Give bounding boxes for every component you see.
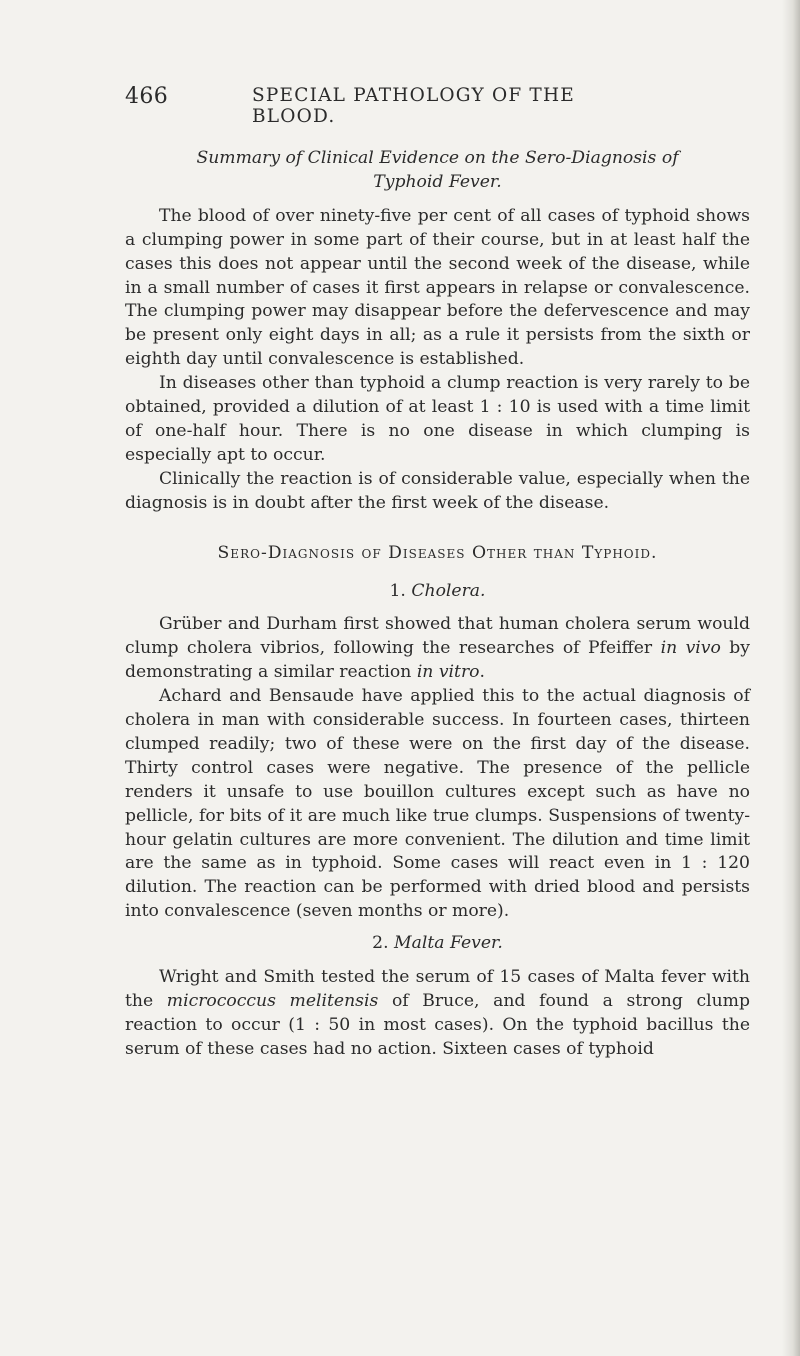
summary-title: Summary of Clinical Evidence on the Sero-Diagnosis of Typhoid Fever. (196, 148, 679, 192)
summary-paragraph: Clinically the reaction is of considerable value, especially when the diagnosis is in doubt after the first week of the disease. (125, 468, 750, 513)
summary-paragraph: The blood of over ninety-five per cent of all cases of typhoid shows a clumping power in some part of their course, but in at least half the cases this does not appear until the second week of the disease, while in a small number of cases it first appears in relapse or convalescence. The clumping power may disappear before the defervescence and may be present only eight days in all; as a rule it persists from the sixth or eighth day until convalescence is established. (125, 205, 750, 370)
malta-title: Malta Fever. (394, 933, 503, 954)
section-heading: Sero-Diagnosis of Diseases Other than Typhoid. (217, 542, 658, 563)
summary-paragraph: In diseases other than typhoid a clump reaction is very rarely to be obtained, provided a dilution of at least 1 : 10 is used with a time limit of one-half hour. There is no one disease in which clumping is especially apt to occur. (125, 373, 750, 465)
cholera-number: 1. (389, 580, 406, 601)
malta-number: 2. (372, 933, 389, 954)
malta-subheading (125, 932, 750, 956)
malta-paragraph-1 (125, 966, 750, 1062)
cholera-paragraph-1 (125, 613, 750, 685)
italic-term: in vivo (660, 638, 721, 659)
cholera-subheading (125, 580, 750, 604)
italic-term: in vitro (416, 662, 480, 683)
page-body (125, 147, 750, 1062)
text-run: Grüber and Durham first showed that human cholera serum would clump cholera vibrios, following the researches of Pfeiffer (125, 614, 750, 659)
italic-term: micrococcus melitensis (166, 991, 379, 1011)
text-run: Wright and Smith tested the serum of 15 cases of Malta fever with the (125, 967, 750, 1011)
page-edge-shadow (782, 0, 800, 1356)
running-header (125, 84, 655, 127)
text-run: . (479, 662, 485, 683)
running-title: SPECIAL PATHOLOGY OF THE BLOOD. (252, 85, 576, 127)
cholera-title: Cholera. (411, 580, 486, 601)
page-number: 466 (125, 84, 169, 109)
text-run: by demonstrating a similar reaction (125, 638, 750, 683)
cholera-paragraph-2: Achard and Bensaude have applied this to the actual diagnosis of cholera in man with considerable success. In fourteen cases, thirteen clumped readily; two of these were on the first day of the disease. Thirty control cases were negative. The presence of the pellicle renders it unsafe to use bouillon cultures except such as have no pellicle, for bits of it are much like true clumps. Suspensions of twenty-hour gelatin cultures are more convenient. The dilution and time limit are the same as in typhoid. Some cases will react even in 1 : 120 dilution. The reaction can be performed with dried blood and persists into convalescence (seven months or more). (125, 686, 750, 922)
text-run: of Bruce, and found a strong clump reaction to occur (1 : 50 in most cases). On the typhoid bacillus the serum of these cases had no action. Sixteen cases of typhoid (125, 991, 750, 1059)
